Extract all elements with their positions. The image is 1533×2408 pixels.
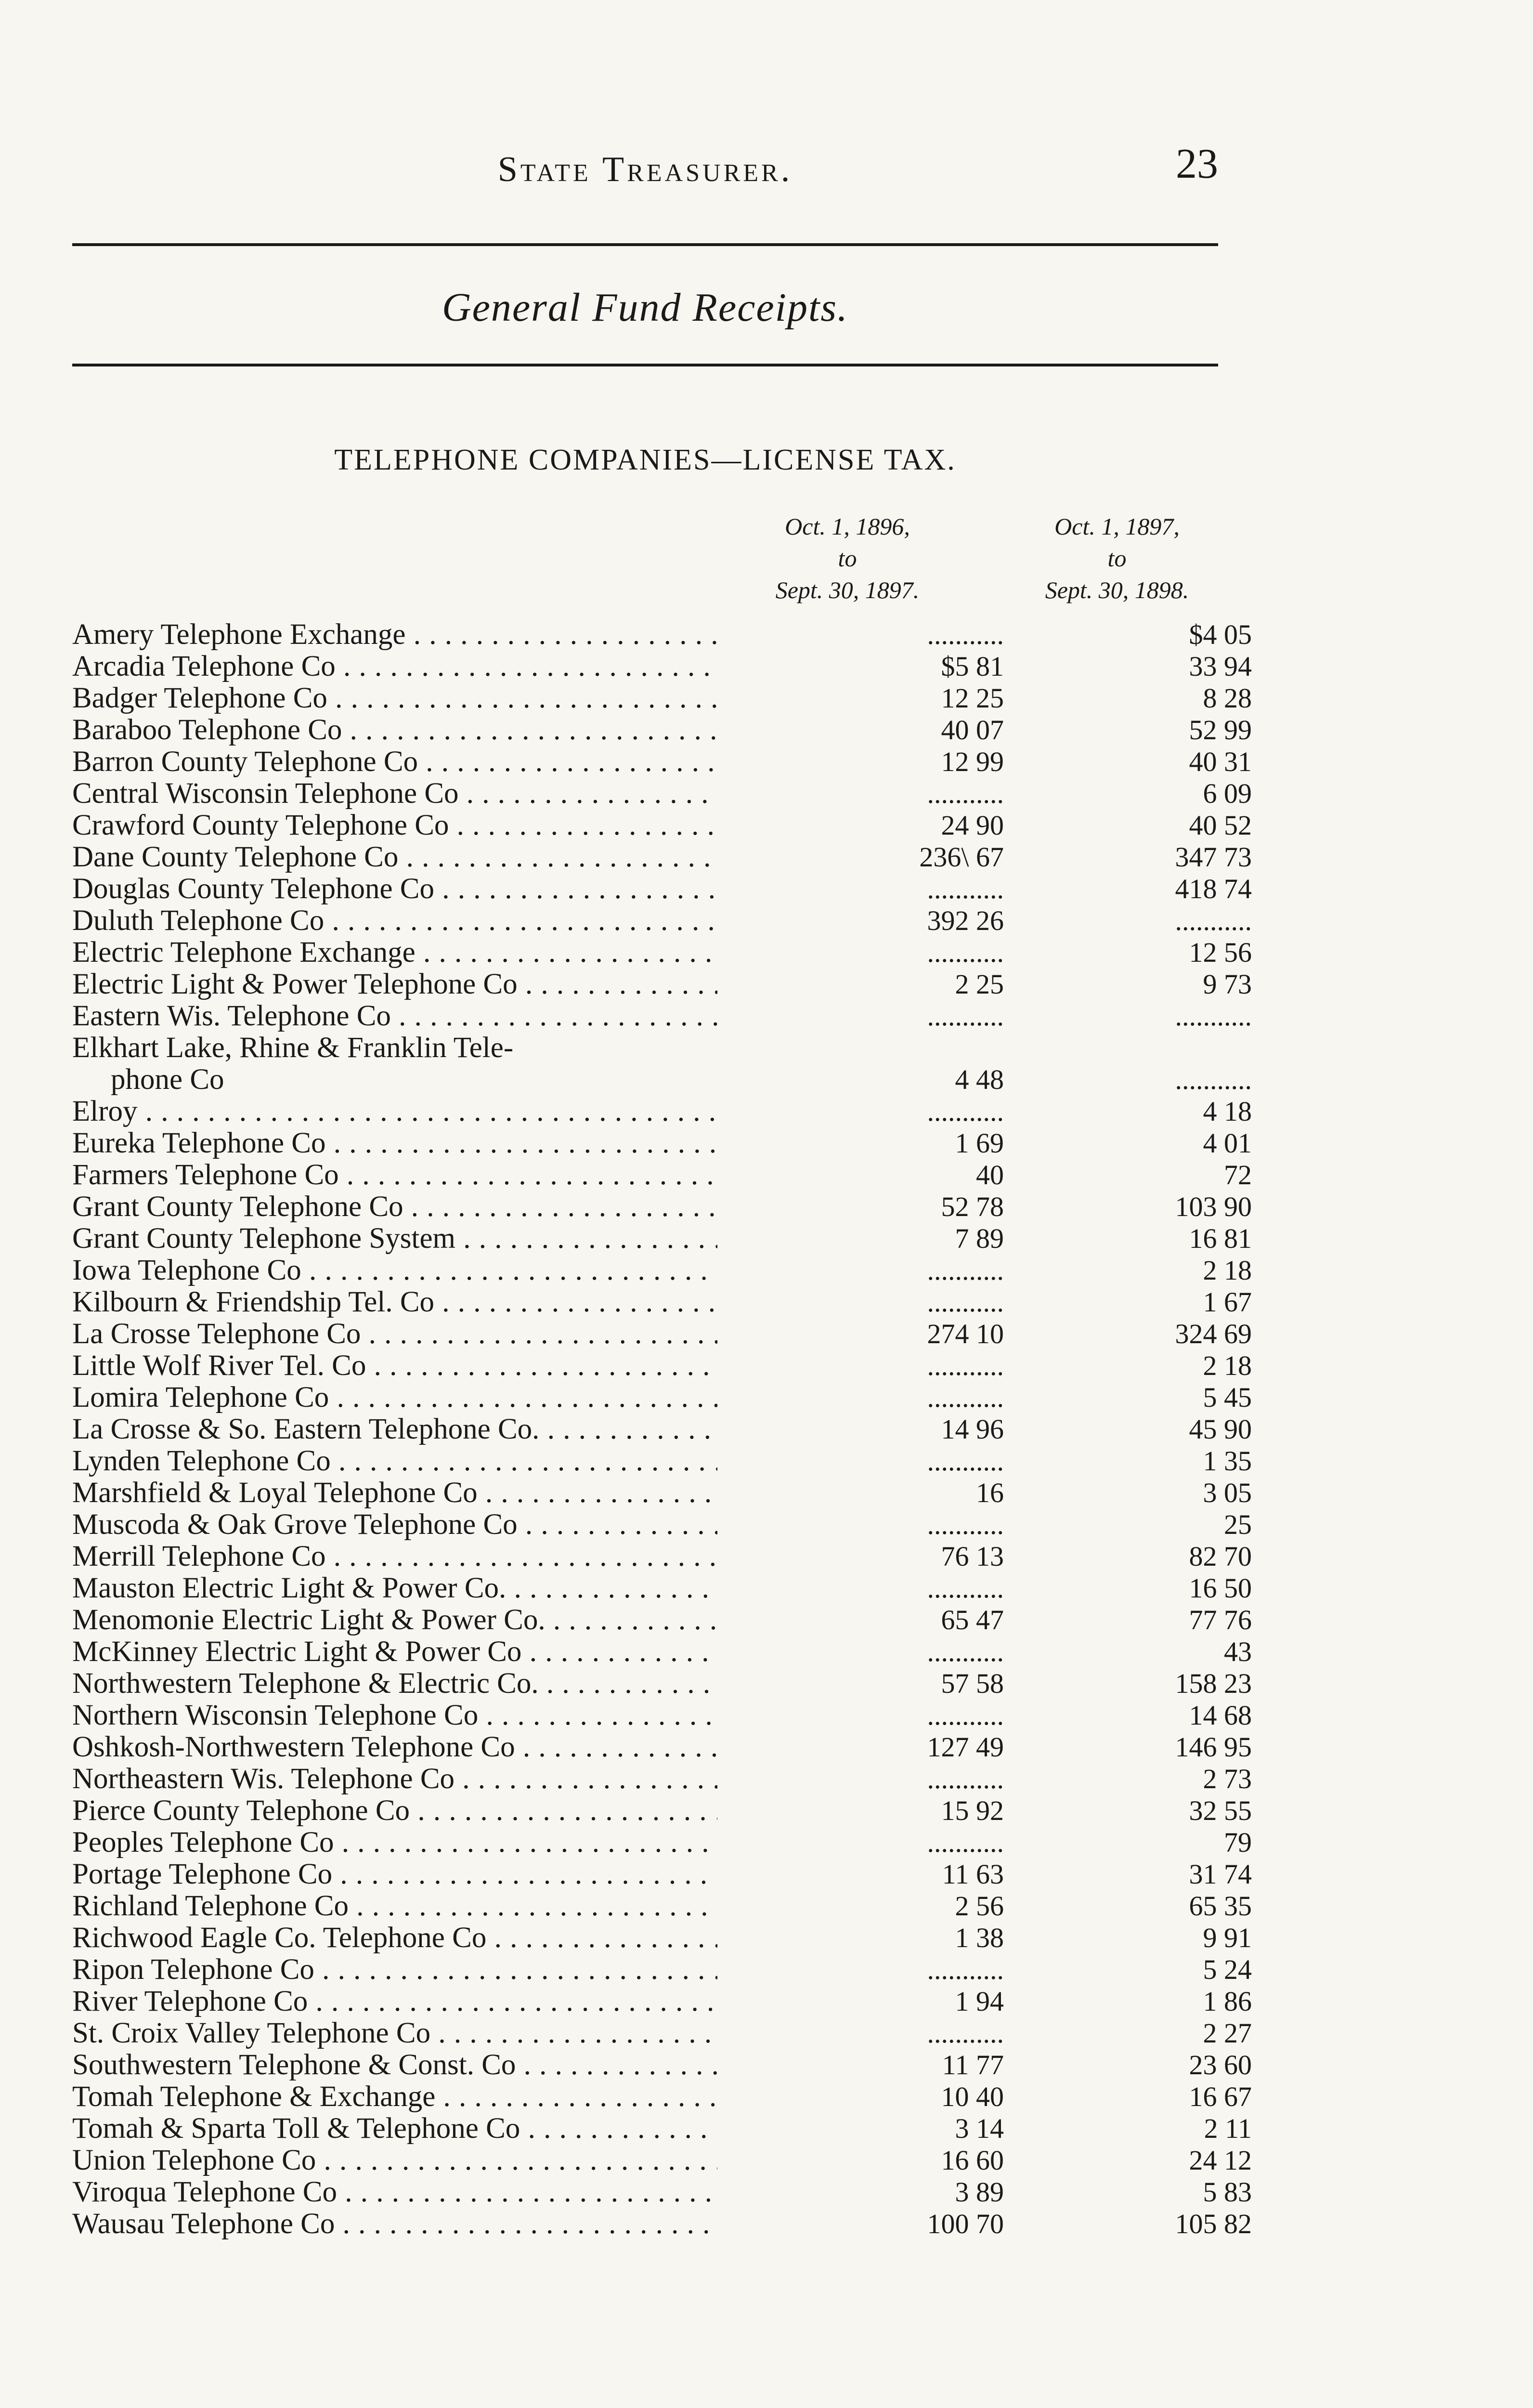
table-row xyxy=(72,1445,1252,1477)
amount-1896-1897: ........... xyxy=(927,1350,1004,1381)
company-name: Richland Telephone Co . . . xyxy=(72,1890,717,1922)
table-row xyxy=(72,810,1252,841)
table-row xyxy=(72,651,1252,682)
company-name: Wausau Telephone Co . . . xyxy=(72,2208,717,2240)
table-row xyxy=(72,1350,1252,1382)
amount-1896-1897: ........... xyxy=(927,1445,1004,1477)
amount-1896-1897: 14 96 xyxy=(941,1413,1004,1445)
table-row xyxy=(72,1827,1252,1858)
amount-1896-1897: 10 40 xyxy=(941,2081,1004,2112)
amount-1897-1898: 16 50 xyxy=(1189,1572,1252,1604)
column-header-line: Sept. 30, 1897. xyxy=(775,576,920,603)
amount-1896-1897: 16 60 xyxy=(941,2145,1004,2176)
amount-1896-1897: 16 xyxy=(976,1477,1004,1508)
amount-1897-1898: 32 55 xyxy=(1189,1795,1252,1826)
column-header-1896-1897 xyxy=(751,510,944,606)
company-name: Tomah Telephone & Exchange . . . xyxy=(72,2081,717,2113)
table-row xyxy=(72,1636,1252,1668)
table-row xyxy=(72,714,1252,746)
amount-1897-1898: 1 67 xyxy=(1203,1286,1252,1318)
table-row xyxy=(72,1159,1252,1191)
table-row xyxy=(72,1191,1252,1223)
company-name: Grant County Telephone System . . . xyxy=(72,1223,717,1255)
table-row xyxy=(72,968,1252,1000)
amount-1897-1898: 324 69 xyxy=(1175,1318,1252,1349)
table-row xyxy=(72,1763,1252,1795)
company-name: Peoples Telephone Co . . . xyxy=(72,1827,717,1858)
company-name: St. Croix Valley Telephone Co . . . xyxy=(72,2017,717,2049)
page-header xyxy=(72,140,1218,202)
amount-1896-1897: ........... xyxy=(927,619,1004,650)
table-row xyxy=(72,841,1252,873)
company-name: Viroqua Telephone Co . . . xyxy=(72,2176,717,2208)
table-row xyxy=(72,1795,1252,1827)
table-row xyxy=(72,1286,1252,1318)
company-name: River Telephone Co . . . xyxy=(72,1986,717,2017)
company-name: Crawford County Telephone Co . . . xyxy=(72,810,717,841)
amount-1897-1898: 72 xyxy=(1224,1159,1252,1191)
amount-1896-1897: 2 56 xyxy=(955,1890,1004,1922)
company-name: Barron County Telephone Co . . . xyxy=(72,746,717,778)
amount-1897-1898: 79 xyxy=(1224,1827,1252,1858)
column-header-line: to xyxy=(838,545,857,572)
amount-1897-1898: 347 73 xyxy=(1175,841,1252,873)
amount-1896-1897: 236\ 67 xyxy=(919,841,1004,873)
company-name: Pierce County Telephone Co . . . xyxy=(72,1795,717,1827)
table-row xyxy=(72,1096,1252,1127)
column-header-line: to xyxy=(1107,545,1127,572)
table-row xyxy=(72,746,1252,778)
company-name: Marshfield & Loyal Telephone Co . . . xyxy=(72,1477,717,1509)
table-title: TELEPHONE COMPANIES—LICENSE TAX. xyxy=(334,444,956,476)
amount-1897-1898: $4 05 xyxy=(1189,619,1252,650)
company-name: Merrill Telephone Co . . . xyxy=(72,1541,717,1572)
table-row xyxy=(72,1541,1252,1572)
company-name: Electric Telephone Exchange . . . xyxy=(72,937,717,968)
amount-1897-1898: 2 18 xyxy=(1203,1255,1252,1286)
amount-1897-1898: 2 73 xyxy=(1203,1763,1252,1794)
company-name: Northeastern Wis. Telephone Co . . . xyxy=(72,1763,717,1795)
amount-1896-1897: 76 13 xyxy=(941,1541,1004,1572)
company-name: McKinney Electric Light & Power Co . . . xyxy=(72,1636,717,1668)
amount-1896-1897: 52 78 xyxy=(941,1191,1004,1222)
company-name: Little Wolf River Tel. Co . . . xyxy=(72,1350,717,1382)
amount-1896-1897: ........... xyxy=(927,1827,1004,1858)
table-row xyxy=(72,2176,1252,2208)
amount-1896-1897: ........... xyxy=(927,2017,1004,2049)
amount-1896-1897: ........... xyxy=(927,1636,1004,1667)
company-name xyxy=(72,1032,717,1096)
table-row xyxy=(72,1668,1252,1700)
amount-1896-1897: ........... xyxy=(927,1000,1004,1032)
table-row xyxy=(72,905,1252,937)
table-row xyxy=(72,873,1252,905)
amount-1897-1898: 2 27 xyxy=(1203,2017,1252,2049)
amount-1896-1897: 65 47 xyxy=(941,1604,1004,1636)
table-row xyxy=(72,1572,1252,1604)
amount-1896-1897: ........... xyxy=(927,1572,1004,1604)
table-row xyxy=(72,1604,1252,1636)
table-row xyxy=(72,1731,1252,1763)
top-rule xyxy=(72,243,1218,246)
amount-1896-1897: 24 90 xyxy=(941,810,1004,841)
amount-1897-1898: 3 05 xyxy=(1203,1477,1252,1508)
table-row xyxy=(72,682,1252,714)
amount-1897-1898: ........... xyxy=(1175,1000,1252,1032)
amount-1896-1897: ........... xyxy=(927,1286,1004,1318)
table-row xyxy=(72,2049,1252,2081)
company-name: Lynden Telephone Co . . . xyxy=(72,1445,717,1477)
amount-1897-1898: 14 68 xyxy=(1189,1700,1252,1731)
company-name: Elroy . . . xyxy=(72,1096,717,1127)
company-name: Badger Telephone Co . . . xyxy=(72,682,717,714)
company-name: Grant County Telephone Co . . . xyxy=(72,1191,717,1223)
page-number: 23 xyxy=(1176,141,1218,187)
table-row xyxy=(72,2017,1252,2049)
amount-1896-1897: 7 89 xyxy=(955,1223,1004,1254)
company-name: Baraboo Telephone Co . . . xyxy=(72,714,717,746)
table-row xyxy=(72,1255,1252,1286)
amount-1896-1897: 11 77 xyxy=(942,2049,1004,2081)
company-name: Tomah & Sparta Toll & Telephone Co . . . xyxy=(72,2113,717,2145)
amount-1896-1897: ........... xyxy=(927,937,1004,968)
company-name: Central Wisconsin Telephone Co . . . xyxy=(72,778,717,810)
company-name: La Crosse & So. Eastern Telephone Co. . . . xyxy=(72,1413,717,1445)
section-title: General Fund Receipts. xyxy=(442,285,849,330)
company-name: Lomira Telephone Co . . . xyxy=(72,1382,717,1413)
amount-1897-1898: 65 35 xyxy=(1189,1890,1252,1922)
amount-1896-1897: 2 25 xyxy=(955,968,1004,1000)
company-name: Northwestern Telephone & Electric Co. . . . xyxy=(72,1668,717,1700)
company-name: Menomonie Electric Light & Power Co. . . . xyxy=(72,1604,717,1636)
company-name: Southwestern Telephone & Const. Co . . . xyxy=(72,2049,717,2081)
company-name: Amery Telephone Exchange . . . xyxy=(72,619,717,651)
amount-1896-1897: 1 69 xyxy=(955,1127,1004,1159)
amount-1897-1898: 43 xyxy=(1224,1636,1252,1667)
amount-1897-1898: 16 67 xyxy=(1189,2081,1252,2112)
amount-1897-1898: 25 xyxy=(1224,1509,1252,1540)
amount-1896-1897: 100 70 xyxy=(927,2208,1004,2239)
amount-1897-1898: 31 74 xyxy=(1189,1858,1252,1890)
table-row xyxy=(72,2145,1252,2176)
amount-1896-1897: 40 xyxy=(976,1159,1004,1191)
company-name-line1: Elkhart Lake, Rhine & Franklin Tele- xyxy=(72,1032,514,1064)
column-header-line: Sept. 30, 1898. xyxy=(1045,576,1189,603)
company-name: Farmers Telephone Co . . . xyxy=(72,1159,717,1191)
table-row xyxy=(72,2208,1252,2240)
amount-1897-1898: 23 60 xyxy=(1189,2049,1252,2081)
table-row xyxy=(72,778,1252,810)
amount-1896-1897: 12 99 xyxy=(941,746,1004,777)
amount-1897-1898: 4 01 xyxy=(1203,1127,1252,1159)
amount-1897-1898: 105 82 xyxy=(1175,2208,1252,2239)
amount-1896-1897: 11 63 xyxy=(942,1858,1004,1890)
table-row xyxy=(72,1223,1252,1255)
amount-1897-1898: 103 90 xyxy=(1175,1191,1252,1222)
amount-1897-1898: 12 56 xyxy=(1189,937,1252,968)
amount-1897-1898: 1 35 xyxy=(1203,1445,1252,1477)
company-name: Oshkosh-Northwestern Telephone Co . . . xyxy=(72,1731,717,1763)
amount-1897-1898: 5 24 xyxy=(1203,1954,1252,1985)
company-name: Northern Wisconsin Telephone Co . . . xyxy=(72,1700,717,1731)
amount-1897-1898: 8 28 xyxy=(1203,682,1252,714)
amount-1896-1897: ........... xyxy=(927,778,1004,809)
company-name: Kilbourn & Friendship Tel. Co . . . xyxy=(72,1286,717,1318)
amount-1896-1897: 12 25 xyxy=(941,682,1004,714)
amount-1896-1897: $5 81 xyxy=(941,651,1004,682)
amount-1897-1898: 52 99 xyxy=(1189,714,1252,746)
company-name: Iowa Telephone Co . . . xyxy=(72,1255,717,1286)
amount-1896-1897: ........... xyxy=(927,1954,1004,1985)
table-row xyxy=(72,1127,1252,1159)
company-name: Dane County Telephone Co . . . xyxy=(72,841,717,873)
table-row xyxy=(72,2113,1252,2145)
bottom-rule xyxy=(72,364,1218,366)
table-row xyxy=(72,1986,1252,2017)
company-name: Mauston Electric Light & Power Co. . . . xyxy=(72,1572,717,1604)
table-row xyxy=(72,1700,1252,1731)
column-header-line: Oct. 1, 1896, xyxy=(785,513,910,540)
amount-1897-1898: 40 52 xyxy=(1189,810,1252,841)
amount-1897-1898: 9 73 xyxy=(1203,968,1252,1000)
company-name: La Crosse Telephone Co . . . xyxy=(72,1318,717,1350)
amount-1897-1898: 33 94 xyxy=(1189,651,1252,682)
amount-1897-1898: 45 90 xyxy=(1189,1413,1252,1445)
license-tax-table xyxy=(72,619,1252,2240)
table-row xyxy=(72,1954,1252,1986)
amount-1897-1898: 4 18 xyxy=(1203,1096,1252,1127)
amount-1897-1898: 1 86 xyxy=(1203,1986,1252,2017)
amount-1896-1897: 392 26 xyxy=(927,905,1004,936)
column-header-1897-1898 xyxy=(1021,510,1213,606)
amount-1896-1897: 4 48 xyxy=(955,1064,1004,1095)
amount-1896-1897: ........... xyxy=(927,1382,1004,1413)
company-name: Ripon Telephone Co . . . xyxy=(72,1954,717,1986)
amount-1897-1898: 418 74 xyxy=(1175,873,1252,904)
amount-1897-1898: 158 23 xyxy=(1175,1668,1252,1699)
company-name: Portage Telephone Co . . . xyxy=(72,1858,717,1890)
amount-1897-1898: 2 11 xyxy=(1204,2113,1252,2144)
table-row xyxy=(72,1382,1252,1413)
amount-1897-1898: 5 45 xyxy=(1203,1382,1252,1413)
table-row xyxy=(72,1477,1252,1509)
amount-1897-1898: 16 81 xyxy=(1189,1223,1252,1254)
amount-1897-1898: 82 70 xyxy=(1189,1541,1252,1572)
amount-1897-1898: 2 18 xyxy=(1203,1350,1252,1381)
company-name: Eureka Telephone Co . . . xyxy=(72,1127,717,1159)
amount-1897-1898: 9 91 xyxy=(1203,1922,1252,1953)
amount-1896-1897: 274 10 xyxy=(927,1318,1004,1349)
amount-1897-1898: 77 76 xyxy=(1189,1604,1252,1636)
amount-1896-1897: ........... xyxy=(927,1255,1004,1286)
table-row xyxy=(72,1000,1252,1032)
table-row xyxy=(72,1413,1252,1445)
amount-1896-1897: 15 92 xyxy=(941,1795,1004,1826)
amount-1897-1898: ........... xyxy=(1175,905,1252,936)
company-name: Union Telephone Co . . . xyxy=(72,2145,717,2176)
amount-1897-1898: 5 83 xyxy=(1203,2176,1252,2208)
amount-1897-1898: 40 31 xyxy=(1189,746,1252,777)
amount-1896-1897: 127 49 xyxy=(927,1731,1004,1763)
amount-1896-1897: 57 58 xyxy=(941,1668,1004,1699)
company-name: Muscoda & Oak Grove Telephone Co . . . xyxy=(72,1509,717,1541)
company-name: Douglas County Telephone Co . . . xyxy=(72,873,717,905)
table-row xyxy=(72,1509,1252,1541)
company-name: Duluth Telephone Co . . . xyxy=(72,905,717,937)
amount-1896-1897: 1 94 xyxy=(955,1986,1004,2017)
amount-1896-1897: ........... xyxy=(927,1763,1004,1794)
table-row xyxy=(72,619,1252,651)
amount-1896-1897: 1 38 xyxy=(955,1922,1004,1953)
company-name-line2: phone Co xyxy=(111,1063,224,1096)
table-row xyxy=(72,2081,1252,2113)
amount-1896-1897: ........... xyxy=(927,1700,1004,1731)
amount-1896-1897: ........... xyxy=(927,1096,1004,1127)
amount-1896-1897: ........... xyxy=(927,1509,1004,1540)
amount-1897-1898: 24 12 xyxy=(1189,2145,1252,2176)
amount-1896-1897: ........... xyxy=(927,873,1004,904)
amount-1896-1897: 3 89 xyxy=(955,2176,1004,2208)
running-head: State Treasurer. xyxy=(497,150,793,189)
table-row xyxy=(72,1032,1252,1096)
amount-1897-1898: 6 09 xyxy=(1203,778,1252,809)
table-row xyxy=(72,1890,1252,1922)
column-header-line: Oct. 1, 1897, xyxy=(1054,513,1180,540)
amount-1897-1898: ........... xyxy=(1175,1064,1252,1095)
company-name: Arcadia Telephone Co . . . xyxy=(72,651,717,682)
table-row xyxy=(72,937,1252,968)
table-row xyxy=(72,1858,1252,1890)
company-name: Eastern Wis. Telephone Co . . . xyxy=(72,1000,717,1032)
company-name: Richwood Eagle Co. Telephone Co . . . xyxy=(72,1922,717,1954)
table-row xyxy=(72,1318,1252,1350)
amount-1896-1897: 40 07 xyxy=(941,714,1004,746)
amount-1897-1898: 146 95 xyxy=(1175,1731,1252,1763)
amount-1896-1897: 3 14 xyxy=(955,2113,1004,2144)
company-name: Electric Light & Power Telephone Co . . . xyxy=(72,968,717,1000)
table-row xyxy=(72,1922,1252,1954)
